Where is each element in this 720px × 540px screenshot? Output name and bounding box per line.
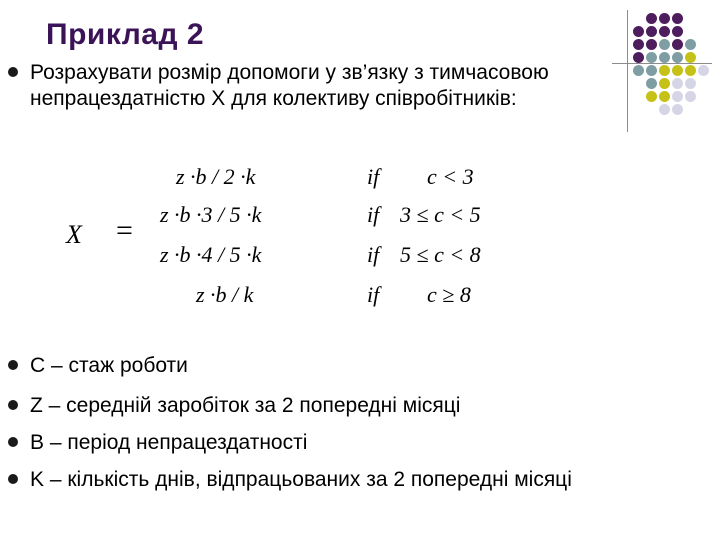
decor-dot [646,13,657,24]
bullet-icon [8,67,18,77]
decor-dot [685,65,696,76]
formula-row-2-if: if [367,202,380,227]
decor-dot [672,39,683,50]
decor-dot [646,26,657,37]
formula-row-4-cond: c ≥ 8 [427,282,471,307]
decor-dot [633,52,644,63]
intro-line-1: Розрахувати розмір допомоги у зв’язку з тимчасовою [30,61,549,84]
decor-dot [646,91,657,102]
formula-row-2-expr: z ·b ·3 / 5 ·k [160,202,262,227]
slide-title: Приклад 2 [46,18,205,51]
decor-dot [646,52,657,63]
intro-bullet [8,60,549,112]
definition-item [8,430,307,456]
decor-dot [685,91,696,102]
decor-dot [659,104,670,115]
piecewise-formula [0,150,720,320]
formula-row-1-expr: z ·b / 2 ·k [176,164,256,189]
decor-dot [672,13,683,24]
formula-row-3-expr: z ·b ·4 / 5 ·k [160,242,262,267]
decor-horizontal-line [612,63,712,64]
decor-dot [646,78,657,89]
definition-text: В – період непрацездатності [30,431,308,454]
definition-text: С – стаж роботи [30,354,188,377]
decor-dot [672,91,683,102]
decor-dot [672,104,683,115]
decor-dot [685,39,696,50]
bullet-icon [8,474,18,484]
decor-dot [659,39,670,50]
formula-row-1-cond: c < 3 [427,164,474,189]
decor-dot [659,65,670,76]
decor-dot [685,78,696,89]
decor-dot [659,13,670,24]
decor-dot [633,26,644,37]
decor-dot [672,78,683,89]
definition-item [8,467,572,493]
decor-dot [646,39,657,50]
decor-dot [672,65,683,76]
intro-line-2: непрацездатністю Х для колективу співробітників: [30,87,517,110]
decor-vertical-line [627,10,628,132]
decor-dot [633,39,644,50]
bullet-icon [8,437,18,447]
formula-lhs: X [66,220,82,249]
decor-dot [672,52,683,63]
formula-row-3-if: if [367,242,380,267]
definition-item [8,393,460,419]
formula-row-4-expr: z ·b / k [196,282,254,307]
formula-row-1-if: if [367,164,380,189]
decor-dot [672,26,683,37]
formula-row-4-if: if [367,282,380,307]
intro-text [30,60,549,112]
formula-equals: = [116,214,133,247]
definition-text: K – кількість днів, відпрацьованих за 2 попередні місяці [30,468,572,491]
decor-dot [659,26,670,37]
decor-dot [685,52,696,63]
decor-dot [659,78,670,89]
bullet-icon [8,400,18,410]
bullet-icon [8,360,18,370]
definition-text: Z – середній заробіток за 2 попередні місяці [30,394,461,417]
decor-dot [659,91,670,102]
formula-row-2-cond: 3 ≤ c < 5 [400,202,481,227]
decor-dot [659,52,670,63]
decor-dot [646,65,657,76]
decor-dot [698,65,709,76]
decor-dot [633,65,644,76]
definition-item [8,353,188,379]
formula-row-3-cond: 5 ≤ c < 8 [400,242,481,267]
